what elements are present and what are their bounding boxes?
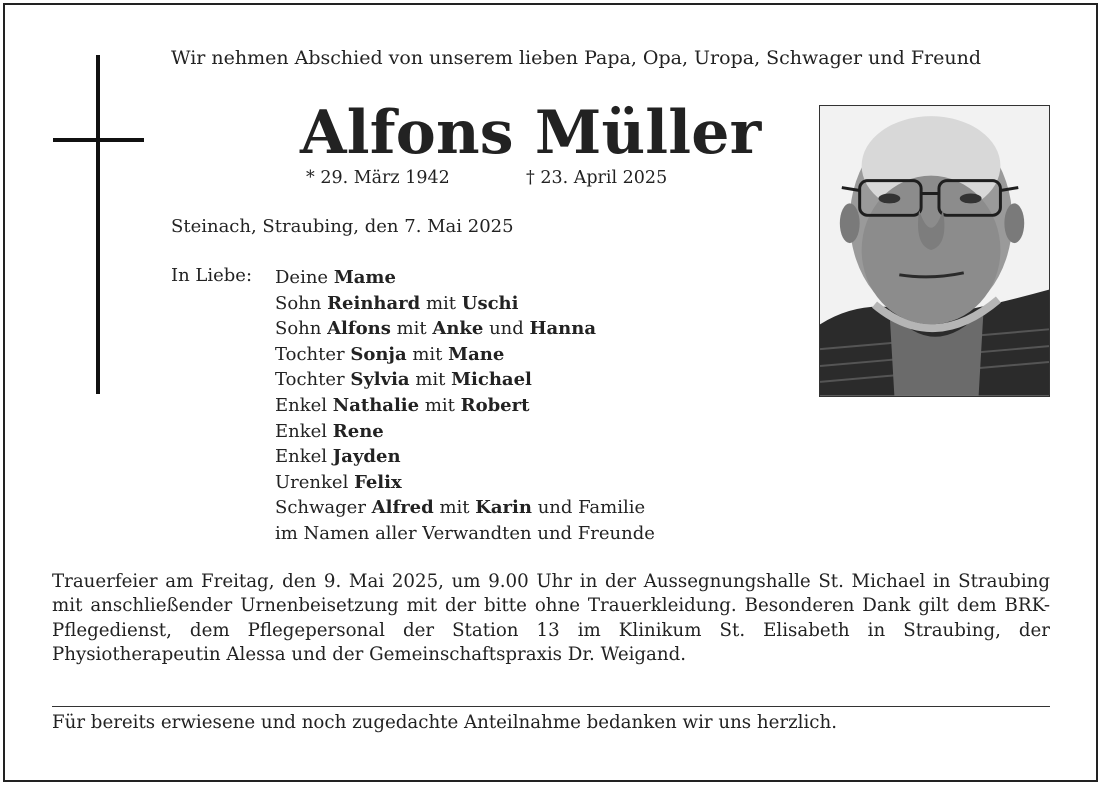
mourner-text: Deine: [275, 267, 334, 288]
mourner-line: [275, 367, 655, 393]
mourner-line: [275, 444, 655, 470]
mourner-text: und: [483, 318, 530, 340]
mourner-text: Schwager: [275, 497, 372, 519]
mourner-name: Rene: [332, 420, 384, 442]
mourner-text: mit: [433, 497, 476, 519]
mourner-name: Sonja: [350, 343, 407, 365]
mourners-list: [275, 265, 655, 547]
mourner-name: Mane: [448, 343, 505, 365]
mourner-text: mit: [409, 369, 452, 391]
service-paragraph: Trauerfeier am Freitag, den 9. Mai 2025, um 9.00 Uhr in der Aussegnungshalle St. Michael in Straubing mit anschließender Urnenbeisetzung mit der bitte ohne Trauerkleidung. Besonderen Dank gilt dem BRK-Pflegedienst, dem Pflegepersonal der Station 13 im Klinikum St. Elisabeth in Straubing, der Physiotherapeutin Alessa und der Gemeinschaftspraxis Dr. Weigand.: [52, 571, 1050, 665]
deceased-name: Alfons Müller: [300, 98, 762, 168]
mourner-name: Reinhard: [327, 292, 421, 314]
mourner-text: im Namen aller Verwandten und Freunde: [275, 522, 655, 544]
mourner-text: mit: [406, 343, 449, 365]
mourner-name: Michael: [451, 369, 532, 391]
mourner-line: [275, 495, 655, 521]
mourner-line: [275, 521, 655, 547]
mourner-text: mit: [390, 318, 433, 340]
intro-text: Wir nehmen Abschied von unserem lieben Papa, Opa, Uropa, Schwager und Freund: [171, 47, 981, 69]
mourner-line: [275, 265, 655, 291]
cross-icon-bar: [53, 138, 144, 142]
mourner-name: Hanna: [529, 318, 597, 340]
portrait-photo: [819, 105, 1050, 397]
mourner-text: Enkel: [275, 446, 333, 468]
mourner-text: Sohn: [275, 318, 328, 340]
mourner-text: und Familie: [531, 497, 646, 519]
mourner-text: mit: [419, 394, 461, 416]
mourner-line: [275, 342, 655, 368]
mourner-text: Enkel: [275, 420, 333, 442]
mourner-line: [275, 316, 655, 342]
mourner-line: [275, 470, 655, 496]
in-liebe-label: In Liebe:: [171, 265, 253, 286]
mourner-text: Enkel: [275, 394, 333, 416]
mourner-name: Karin: [475, 497, 532, 519]
divider: [52, 706, 1050, 707]
mourner-name: Mame: [333, 267, 396, 288]
mourner-name: Anke: [432, 318, 484, 340]
mourner-text: Tochter: [275, 369, 351, 391]
mourner-text: Tochter: [275, 343, 351, 365]
mourner-name: Felix: [354, 471, 402, 493]
mourner-name: Nathalie: [332, 394, 420, 416]
mourner-name: Robert: [460, 394, 530, 416]
place-date: Steinach, Straubing, den 7. Mai 2025: [171, 216, 514, 237]
cross-icon: [96, 55, 100, 394]
thanks-text: Für bereits erwiesene und noch zugedachte Anteilnahme bedanken wir uns herzlich.: [52, 712, 837, 733]
mourner-name: Sylvia: [350, 369, 410, 391]
mourner-name: Uschi: [461, 292, 519, 314]
mourner-name: Alfred: [371, 497, 434, 519]
mourner-text: Sohn: [275, 292, 328, 314]
death-date: † 23. April 2025: [526, 168, 668, 188]
mourner-name: Alfons: [327, 318, 391, 340]
mourner-line: [275, 419, 655, 445]
mourner-line: [275, 393, 655, 419]
mourner-text: Urenkel: [275, 471, 355, 493]
mourner-line: [275, 291, 655, 317]
birth-date: * 29. März 1942: [306, 168, 450, 188]
mourner-text: mit: [420, 292, 462, 314]
mourner-name: Jayden: [332, 446, 401, 468]
